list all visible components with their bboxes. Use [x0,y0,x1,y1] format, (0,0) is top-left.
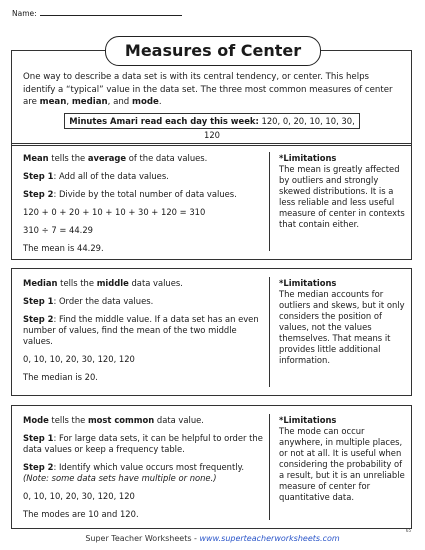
mean-calc-sum: 120 + 0 + 20 + 10 + 10 + 30 + 120 = 310 [23,207,206,217]
step-text: : Order the data values. [53,296,154,306]
mode-explanation [23,415,263,527]
intro-text-part: One way to describe a data set is with its central tendency, or center. This helps identify a “typical” value in the data set. The three most common measures of center are [23,72,393,107]
median-limitations [279,278,405,366]
median-head-end: data values. [128,278,183,288]
step-label: Step 1 [23,296,54,306]
mean-term: Mean [23,153,49,163]
median-keyword: middle [96,278,129,288]
mode-step-2 [23,462,263,484]
intro-period: . [158,97,162,107]
step-text: : Add all of the data values. [53,171,169,181]
minutes-label: Minutes Amari read each day this week [69,116,256,126]
mode-limitations [279,415,405,503]
intro-and: , and [107,97,132,107]
mean-step-1 [23,171,263,182]
step-text: : Divide by the total number of data values. [53,189,237,199]
median-term: Median [23,278,58,288]
minutes-data-box [64,113,360,140]
mean-heading [23,153,263,164]
limitations-title: *Limitations [279,153,337,163]
mode-keyword: most common [87,415,155,425]
name-line [12,8,182,18]
step-label: Step 2 [23,462,54,472]
mean-keyword: average [87,153,127,163]
column-divider [269,277,270,387]
mode-note: (Note: some data sets have multiple or none.) [23,473,217,483]
mean-section [11,143,412,260]
column-divider [269,414,270,520]
median-explanation [23,278,263,390]
limitations-title: *Limitations [279,278,337,288]
median-step-2 [23,314,263,347]
mode-step-1 [23,433,263,455]
footer-url-link[interactable]: www.superteacherworksheets.com [199,534,340,543]
step-text: : Identify which value occurs most frequently. [53,462,245,472]
page-number: 65 [405,528,411,533]
step-label: Step 1 [23,171,54,181]
intro-median: median [71,97,108,107]
footer-prefix: Super Teacher Worksheets - [85,534,200,543]
median-heading [23,278,263,289]
median-result: The median is 20. [23,372,98,382]
mode-section [11,405,412,529]
median-ordered-values: 0, 10, 10, 20, 30, 120, 120 [23,354,135,364]
mode-heading [23,415,263,426]
limitations-title: *Limitations [279,415,337,425]
mode-result: The modes are 10 and 120. [23,509,139,519]
limitations-text: The mean is greatly affected by outliers and strongly skewed distributions. It is a less reliable and less useful measure of center in contexts that contain either. [279,164,405,229]
mean-head-end: of the data values. [126,153,208,163]
step-text: : Find the middle value. If a data set has an even number of values, find the mean of the two middle values. [23,314,259,346]
minutes-values: 120, 0, 20, 10, 10, 30, 120 [204,116,355,140]
footer [0,534,425,543]
limitations-text: The median accounts for outliers and skews, but it only considers the position of values, not the values themselves. That means it provides little additional information. [279,289,405,365]
intro-text [23,71,403,109]
step-label: Step 2 [23,189,54,199]
median-step-1 [23,296,263,307]
median-head-mid: tells the [57,278,97,288]
page-title: Measures of Center [105,36,321,66]
column-divider [269,152,270,251]
mode-head-end: data value. [154,415,204,425]
intro-mode: mode [132,97,159,107]
step-label: Step 1 [23,433,54,443]
mean-step-2 [23,189,263,200]
mean-limitations [279,153,405,230]
name-blank[interactable] [40,8,182,16]
mean-explanation [23,153,263,261]
mean-result: The mean is 44.29. [23,243,104,253]
intro-mean: mean [39,97,67,107]
minutes-colon: : [255,116,259,126]
intro-sep: , [66,97,72,107]
step-text: : For large data sets, it can be helpful to order the data values or keep a frequency table. [23,433,263,454]
mode-head-mid: tells the [48,415,88,425]
mode-term: Mode [23,415,49,425]
median-section [11,268,412,396]
step-label: Step 2 [23,314,54,324]
name-label: Name: [12,9,37,18]
mean-calc-divide: 310 ÷ 7 = 44.29 [23,225,93,235]
mean-head-mid: tells the [48,153,88,163]
limitations-text: The mode can occur anywhere, in multiple places, or not at all. It is useful when considering the probability of a result, but it is an unreliable measure of center for quantitative data. [279,426,405,502]
mode-ordered-values: 0, 10, 10, 20, 30, 120, 120 [23,491,135,501]
